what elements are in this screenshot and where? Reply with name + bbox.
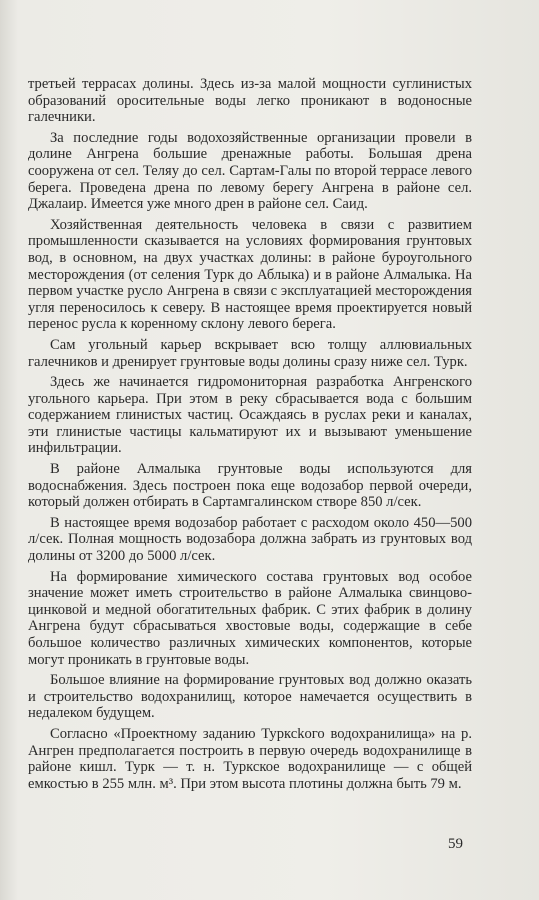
paragraph-3: Хозяйственная деятельность человека в связи с развитием промышленности сказывается на условиях формирования грунтовых вод, в основном, на двух участках долины: в районе буроугольного месторождения (от селения Турк до Аблыка) и в районе Алмалыка. На первом участке русло Ангрена в связи с эксплуатацией месторождения угля переносилось к северу. В настоящее время проектируется новый перенос русла к коренному склону левого берега. <box>28 216 472 333</box>
paragraph-6: В районе Алмалыка грунтовые воды используются для водоснабжения. Здесь построен пока еще водозабор первой очереди, который должен отбирать в Сартамгалинском створе 850 л/сек. <box>28 461 472 511</box>
page-number: 59 <box>448 836 463 852</box>
paragraph-1: третьей террасах долины. Здесь из-за малой мощности суглинистых образований оросительные воды легко проникают в водоносные галечники. <box>28 76 472 126</box>
paragraph-7: В настоящее время водозабор работает с расходом около 450—500 л/сек. Полная мощность водозабора должна забрать из грунтовых вод долины от 3200 до 5000 л/сек. <box>28 514 472 565</box>
paragraph-5: Здесь же начинается гидромониторная разработка Ангренского угольного карьера. При этом в реку сбрасывается вода с большим содержанием глинистых частиц. Осаждаясь в руслах реки и каналах, эти глинистые частицы кальматируют их и вызывают уменьшение инфильтрации. <box>28 374 472 457</box>
paragraph-10: Согласно «Проектному заданию Турксkого водохранилища» на р. Ангрен предполагается построить в первую очередь водохранилище в районе кишл. Турк — т. н. Туркское водохранилище — с общей емкостью в 255 млн. м³. При этом высота плотины должна быть 79 м. <box>28 725 472 792</box>
paragraph-8: На формирование химического состава грунтовых вод особое значение может иметь строительство в районе Алмалыка свинцово-цинковой и медной обогатительных фабрик. С этих фабрик в долину Ангрена будут сбрасываться хвостовые воды, содержащие в себе большое количество различных химических компонентов, которые могут проникать в грунтовые воды. <box>28 568 472 668</box>
paragraph-4: Сам угольный карьер вскрывает всю толщу аллювиальных галечников и дренирует грунтовые воды долины сразу ниже сел. Турк. <box>28 336 472 370</box>
paragraph-9: Большое влияние на формирование грунтовых вод должно оказать и строительство водохранилищ, которое намечается осуществить в недалеком будущем. <box>28 672 472 722</box>
paragraph-2: За последние годы водохозяйственные организации провели в долине Ангрена большие дренажные работы. Большая дрена сооружена от сел. Теляу до сел. Сартам-Галы по второй террасе левого берега. Проведена дрена по левому берегу Ангрена в районе сел. Джалаир. Имеется уже много дрен в районе сел. Саид. <box>28 129 472 213</box>
body-text <box>28 76 472 796</box>
